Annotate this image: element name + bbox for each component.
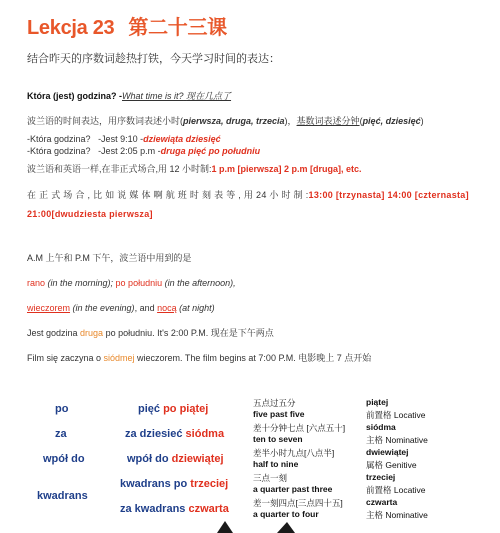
- table-col4-cell: 前置格 Locative: [366, 410, 426, 420]
- example-2: -Która godzina? -Jest 2:05 p.m -druga pięć po południu: [27, 146, 261, 156]
- lesson-title-cn: 第二十三课: [128, 17, 227, 39]
- wieczorem-line: wieczorem (in the evening), and nocą (at night): [27, 303, 215, 313]
- question-en: What time is it? 现在几点了: [122, 91, 232, 101]
- table-col3-cell: ten to seven: [253, 434, 303, 444]
- rano-line: rano (in the morning); po południu (in the afternoon),: [27, 278, 236, 288]
- table-col4-cell: siódma: [366, 422, 396, 432]
- table-col4-cell: piątej: [366, 397, 389, 407]
- ordinal-rule-line: 波兰语的时间表达，用序数词表述小时(pierwsza, druga, trzecia)，基数词表述分钟(pięć, dziesięć): [27, 116, 424, 126]
- table-col3-cell: 五点过五分: [253, 398, 296, 408]
- table-col1-po: po: [55, 403, 69, 415]
- question-line: [27, 90, 231, 102]
- table-col3-cell: 差半小时九点[八点半]: [253, 448, 335, 458]
- table-row-4: kwadrans po trzeciej: [120, 478, 229, 490]
- table-col3-cell: 差十分钟七点 [六点五十]: [253, 423, 346, 433]
- example-3: Jest godzina druga po południu. It's 2:00 P.M. 现在是下午两点: [27, 328, 274, 338]
- table-col1-wpol-do: wpół do: [43, 453, 85, 465]
- lesson-title: [27, 11, 227, 40]
- table-col1-kwadrans: kwadrans: [37, 490, 88, 502]
- table-col4-cell: 属格 Genitive: [366, 460, 417, 470]
- example-4: Film się zaczyna o siódmej wieczorem. The film begins at 7:00 P.M. 电影晚上 7 点开始: [27, 353, 372, 363]
- table-col4-cell: 主格 Nominative: [366, 435, 428, 445]
- table-row-3: wpół do dziewiątej: [127, 453, 224, 465]
- table-row-1: pięć po piątej: [138, 403, 209, 415]
- table-row-5: za kwadrans czwarta: [120, 503, 229, 515]
- am-pm-line: A.M 上午和 P.M 下午，波兰语中用到的是: [27, 253, 192, 263]
- table-row-2: za dziesieć siódma: [125, 428, 225, 440]
- time-expressions-table: [0, 395, 500, 533]
- table-col3-cell: a quarter past three: [253, 484, 333, 494]
- table-col3-cell: half to nine: [253, 459, 299, 469]
- table-col3-cell: 差一刻四点[三点四十五]: [253, 498, 343, 508]
- table-col3-cell: five past five: [253, 409, 305, 419]
- cat-ears-icon: [215, 519, 305, 533]
- table-col4-cell: 主格 Nominative: [366, 510, 428, 520]
- intro-text: 结合昨天的序数词趁热打铁，今天学习时间的表达：: [27, 53, 280, 65]
- table-col4-cell: czwarta: [366, 497, 398, 507]
- question-dash: -: [116, 91, 122, 101]
- table-col3-cell: a quarter to four: [253, 509, 319, 519]
- question-pl: Która (jest) godzina?: [27, 91, 117, 101]
- example-1: -Która godzina? -Jest 9:10 -dziewiąta dziesięć: [27, 134, 221, 144]
- table-col3-cell: 三点一刻: [253, 473, 288, 483]
- table-col1-za: za: [55, 428, 67, 440]
- twenty-four-hour-line: 在 正 式 场 合 , 比 如 说 媒 体 啊 航 班 时 刻 表 等 , 用 24 小 时 制 :13:00 [trzynasta] 14:00 [czternasta] 21:00[dwudziesta pierwsza]: [27, 190, 469, 219]
- lesson-title-pl: Lekcja 23: [27, 17, 115, 39]
- table-col4-cell: 前置格 Locative: [366, 485, 426, 495]
- table-col4-cell: dwiewiątej: [366, 447, 409, 457]
- table-col4-cell: trzeciej: [366, 472, 396, 482]
- twelve-hour-line: 波兰语和英语一样,在非正式场合,用 12 小时制:1 p.m [pierwsza] 2 p.m [druga], etc.: [27, 164, 362, 174]
